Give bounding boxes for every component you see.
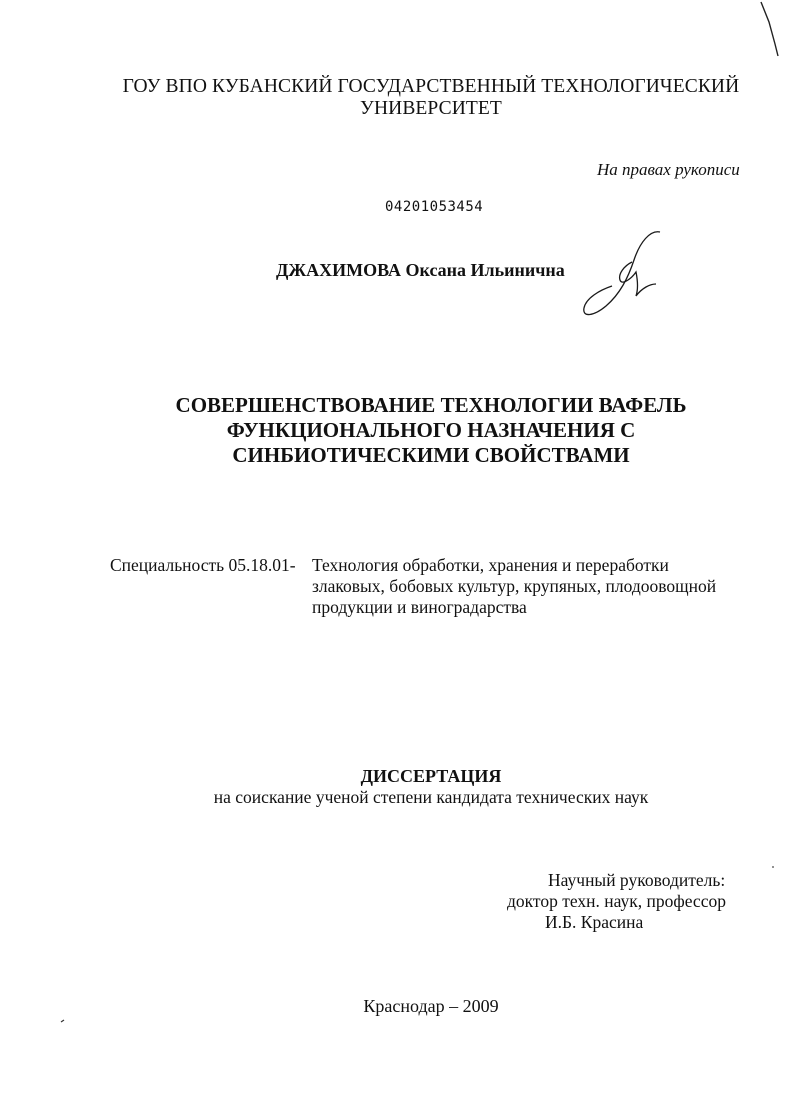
document-type: ДИССЕРТАЦИЯ [360, 766, 502, 786]
signature-image [576, 228, 666, 320]
city-and-year: Краснодар – 2009 [363, 996, 499, 1016]
supervisor-degree: доктор техн. наук, профессор [507, 891, 726, 911]
scan-speck [60, 1018, 66, 1024]
specialty-line-1: Технология обработки, хранения и переработки [312, 555, 669, 575]
degree-purpose: на соискание ученой степени кандидата технических наук [213, 787, 649, 807]
institution-line-1: ГОУ ВПО КУБАНСКИЙ ГОСУДАРСТВЕННЫЙ ТЕХНОЛОГИЧЕСКИЙ [122, 76, 740, 97]
supervisor-name: И.Б. Красина [545, 912, 644, 932]
institution-name [0, 76, 792, 120]
scan-speck [770, 864, 776, 870]
dissertation-title [0, 393, 792, 468]
institution-line-2: УНИВЕРСИТЕТ [360, 98, 502, 119]
supervisor-label: Научный руководитель: [548, 870, 726, 890]
scan-line-mark [755, 0, 785, 60]
title-line-1: СОВЕРШЕНСТВОВАНИЕ ТЕХНОЛОГИИ ВАФЕЛЬ [175, 393, 687, 417]
title-line-3: СИНБИОТИЧЕСКИМИ СВОЙСТВАМИ [232, 443, 630, 467]
specialty-line-3: продукции и виноградарства [312, 597, 527, 617]
specialty-line-2: злаковых, бобовых культур, крупяных, плодоовощной [312, 576, 717, 596]
specialty-label: Специальность 05.18.01- [110, 555, 296, 575]
document-number: 04201053454 [385, 199, 484, 215]
specialty-description [312, 555, 716, 618]
author-name: ДЖАХИМОВА Оксана Ильинична [276, 260, 565, 280]
manuscript-note: На правах рукописи [597, 160, 740, 179]
title-line-2: ФУНКЦИОНАЛЬНОГО НАЗНАЧЕНИЯ С [226, 418, 636, 442]
